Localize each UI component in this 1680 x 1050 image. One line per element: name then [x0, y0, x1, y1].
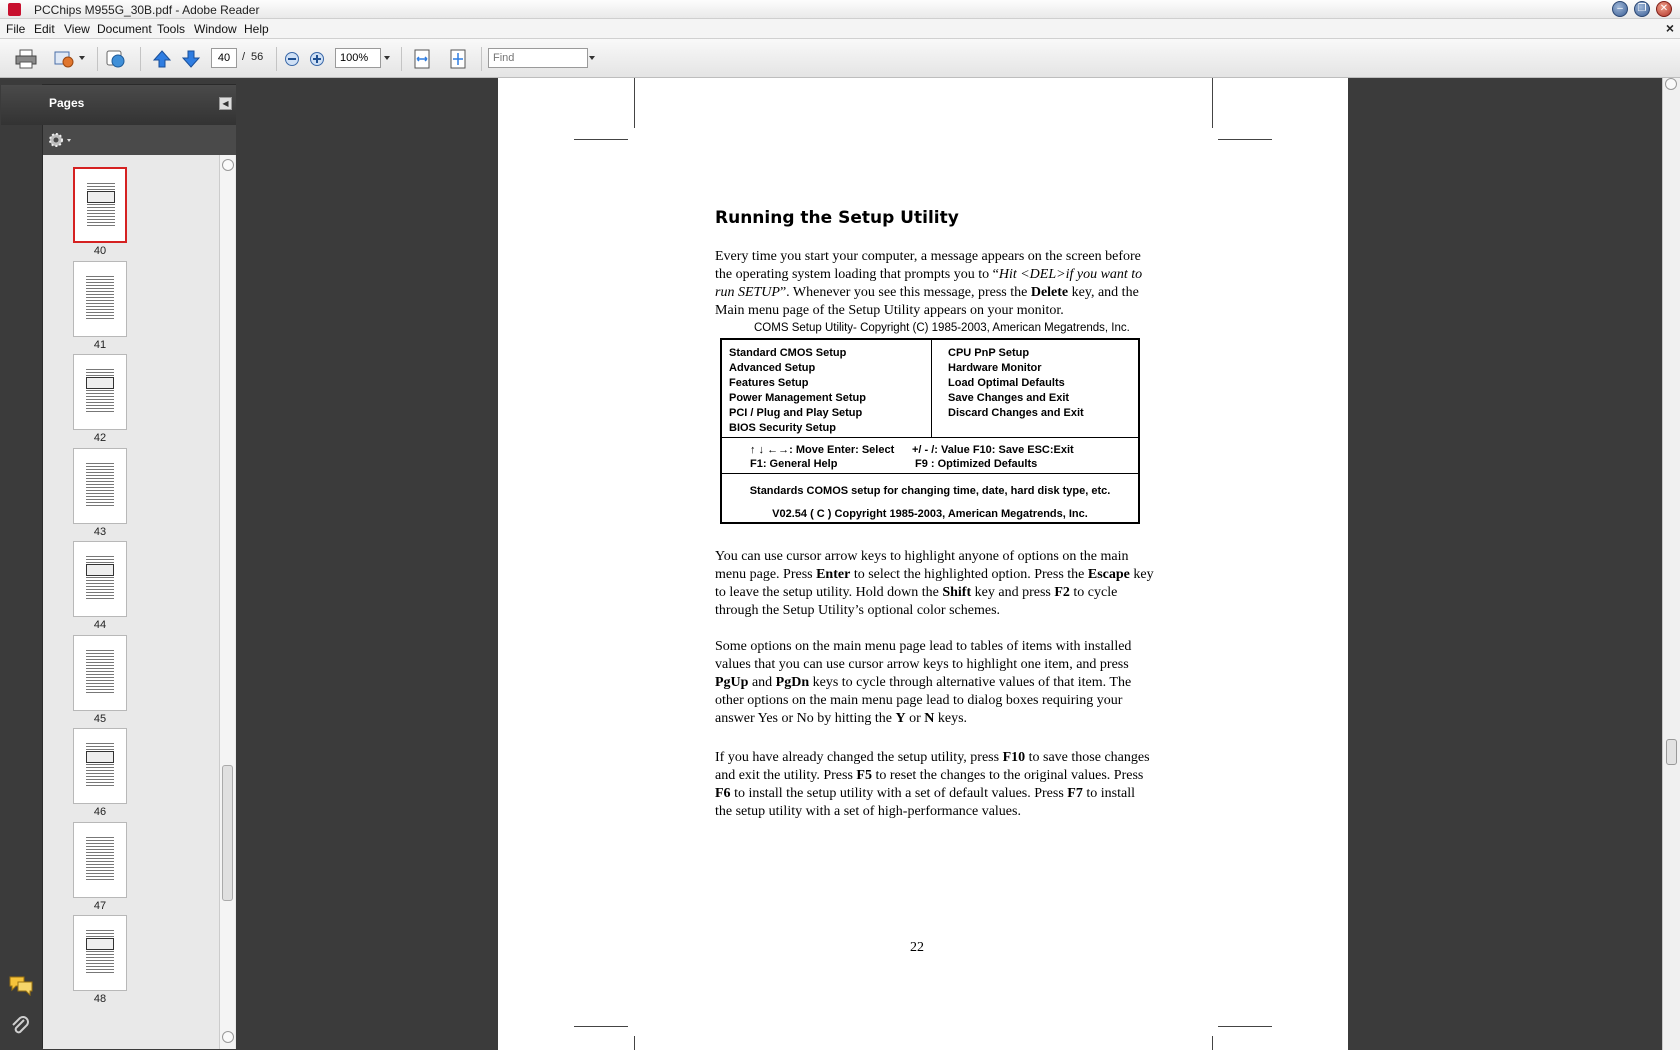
zoom-in-icon — [309, 51, 325, 67]
bios-item: Load Optimal Defaults — [948, 377, 1065, 389]
thumbnail-preview — [86, 463, 114, 507]
zoom-out-icon — [284, 51, 300, 67]
attachments-icon[interactable] — [8, 1014, 32, 1038]
thumbnail-preview — [86, 377, 114, 389]
thumbnail-preview — [86, 751, 114, 763]
document-scroll-thumb[interactable] — [1666, 739, 1677, 765]
minimize-button[interactable]: – — [1612, 1, 1628, 17]
restore-button[interactable]: ❐ — [1634, 1, 1650, 17]
envelope-icon — [53, 49, 75, 69]
window-title: PCChips M955G_30B.pdf - Adobe Reader — [34, 3, 260, 17]
thumbnail-page-label: 45 — [93, 712, 107, 725]
fit-width-icon — [413, 49, 431, 69]
toolbar-separator — [481, 47, 482, 71]
document-scrollbar[interactable] — [1662, 78, 1680, 1050]
collapse-panel-button[interactable]: ◀ — [219, 97, 232, 110]
close-window-button[interactable]: ✕ — [1656, 1, 1672, 17]
menu-tools[interactable]: Tools — [157, 22, 186, 36]
fit-page-icon — [449, 49, 467, 69]
page-thumbnail[interactable] — [73, 728, 127, 804]
paragraph-save-keys: If you have already changed the setup utility, press F10 to save those changes and exit the utility. Press F5 to reset the changes to the original values. Press F6 to install the setup utility with a set of default values. Press F7 to install the setup utility with a set of high-performance values. — [715, 750, 1150, 819]
thumbnail-page-label: 41 — [93, 338, 107, 351]
crop-mark — [1218, 1026, 1272, 1027]
bios-item: BIOS Security Setup — [729, 422, 836, 434]
scroll-down-button[interactable] — [222, 1031, 234, 1043]
bios-item-highlighted: Standard CMOS Setup — [729, 347, 847, 359]
thumbnail-preview — [86, 369, 114, 413]
bios-keys-defaults: F9 : Optimized Defaults — [915, 458, 1038, 470]
menu-window[interactable]: Window — [194, 22, 237, 36]
crop-mark — [634, 78, 635, 128]
toolbar-separator — [276, 47, 277, 71]
email-button[interactable] — [52, 47, 76, 71]
thumbnail-list — [43, 155, 237, 1049]
scroll-up-button[interactable] — [1665, 78, 1677, 90]
bios-keys-help: F1: General Help — [750, 458, 838, 470]
bios-column-divider — [931, 340, 932, 437]
printer-icon — [15, 49, 37, 69]
crop-mark — [574, 1026, 628, 1027]
thumbnail-page-label: 44 — [93, 619, 107, 631]
print-button[interactable] — [14, 47, 38, 71]
bios-item: Features Setup — [729, 377, 809, 389]
crop-mark — [574, 139, 628, 140]
bios-left-items — [729, 347, 866, 434]
bios-item: PCI / Plug and Play Setup — [729, 407, 863, 419]
menu-document[interactable]: Document — [97, 22, 152, 36]
thumbnail-preview — [86, 276, 114, 320]
email-dropdown-arrow[interactable] — [79, 56, 85, 60]
bios-screen-figure — [720, 338, 1140, 524]
page-thumbnail[interactable] — [73, 822, 127, 898]
next-page-button[interactable] — [179, 47, 203, 71]
bios-keys-move: ↑ ↓ ←→: Move Enter: Select — [750, 444, 895, 456]
thumbnail-page-label: 40 — [93, 245, 107, 257]
fit-page-button[interactable] — [446, 47, 470, 71]
zoom-dropdown-arrow[interactable] — [384, 56, 390, 60]
bios-item: Save Changes and Exit — [948, 392, 1070, 404]
bios-item: Advanced Setup — [729, 362, 816, 374]
bios-divider — [722, 473, 1138, 474]
find-dropdown-arrow[interactable] — [589, 56, 595, 60]
close-document-icon[interactable]: × — [1665, 20, 1674, 36]
menu-edit[interactable]: Edit — [34, 22, 55, 36]
page-thumbnail[interactable] — [73, 635, 127, 711]
page-total: 56 — [251, 51, 264, 63]
thumbnail-preview — [86, 743, 114, 787]
page-thumbnail[interactable] — [73, 354, 127, 430]
thumbnail-page-label: 47 — [93, 899, 107, 912]
thumbnail-preview — [86, 930, 114, 974]
page-thumbnail[interactable] — [73, 167, 127, 243]
pages-panel-header — [1, 85, 237, 125]
pdf-page — [498, 78, 1348, 1050]
title-bar — [0, 0, 1680, 19]
page-thumbnail[interactable] — [73, 261, 127, 337]
page-thumbnail[interactable] — [73, 448, 127, 524]
crop-mark — [1212, 1036, 1213, 1050]
crop-mark — [634, 1036, 635, 1050]
comments-icon[interactable] — [8, 974, 34, 996]
paragraph-navigation: You can use cursor arrow keys to highlight anyone of options on the main menu page. Press Enter to select the highlighted option. Press the Escape key to leave the setup utility. Hold down the Shift key and press F2 to cycle through the Setup Utility’s optional color schemes. — [715, 549, 1154, 618]
thumbnail-preview — [86, 650, 114, 694]
bios-item: CPU PnP Setup — [948, 347, 1030, 359]
gear-icon[interactable] — [47, 131, 75, 149]
page-separator: / — [242, 51, 246, 63]
pages-panel-title: Pages — [49, 96, 85, 110]
menu-view[interactable]: View — [64, 22, 90, 36]
menu-file[interactable]: File — [6, 22, 26, 36]
panel-options-bar — [43, 125, 237, 155]
thumbnail-scroll-thumb[interactable] — [222, 765, 233, 901]
bios-version: V02.54 ( C ) Copyright 1985-2003, American Megatrends, Inc. — [772, 508, 1088, 520]
bios-item: Power Management Setup — [729, 392, 866, 404]
page-thumbnail[interactable] — [73, 915, 127, 991]
bios-item: Hardware Monitor — [948, 362, 1042, 374]
review-share-icon — [105, 49, 127, 69]
zoom-level-input[interactable] — [335, 48, 381, 68]
thumbnail-preview — [87, 191, 115, 203]
thumbnail-preview — [86, 837, 114, 881]
page-number: 22 — [910, 940, 924, 955]
crop-mark — [1212, 78, 1213, 128]
paragraph-intro: Every time you start your computer, a message appears on the screen before the operating system loading that prompts you to “Hit <DEL>if you want to run SETUP”. Whenever you see this message, press the Delete key, and the Main menu page of the Setup Utility appears on your monitor. — [715, 249, 1143, 318]
arrow-up-icon — [152, 49, 172, 69]
toolbar — [0, 39, 1680, 78]
menu-help[interactable]: Help — [244, 22, 269, 36]
fit-width-button[interactable] — [410, 47, 434, 71]
navigation-rail — [0, 78, 42, 1050]
document-viewport — [242, 78, 1662, 1050]
pages-panel — [42, 84, 236, 1048]
paragraph-options: Some options on the main menu page lead to tables of items with installed values that you can use cursor arrow keys to highlight one item, and press PgUp and PgDn keys to cycle through alternative values of that item. The other options on the main menu page lead to dialog boxes requiring your answer Yes or No by hitting the Y or N keys. — [715, 639, 1132, 726]
find-input[interactable] — [488, 48, 588, 68]
zoom-out-button[interactable] — [280, 47, 304, 71]
page-number-input[interactable] — [211, 48, 237, 68]
toolbar-separator — [97, 47, 98, 71]
thumbnail-preview — [86, 938, 114, 950]
scroll-up-button[interactable] — [222, 159, 234, 171]
toolbar-separator — [401, 47, 402, 71]
bios-caption: COMS Setup Utility- Copyright (C) 1985-2003, American Megatrends, Inc. — [754, 322, 1130, 334]
page-heading: Running the Setup Utility — [715, 208, 959, 228]
menu-bar — [0, 19, 1680, 39]
thumbnail-preview — [86, 564, 114, 576]
collaborate-button[interactable] — [104, 47, 128, 71]
adobe-reader-icon — [8, 3, 21, 16]
thumbnail-page-label: 46 — [93, 806, 107, 818]
thumbnail-scrollbar[interactable] — [219, 155, 235, 1049]
zoom-in-button[interactable] — [305, 47, 329, 71]
bios-right-items — [948, 347, 1084, 419]
thumbnail-page-label: 43 — [93, 525, 107, 538]
bios-keys-value: +/ - /: Value F10: Save ESC:Exit — [912, 444, 1074, 456]
toolbar-separator — [140, 47, 141, 71]
bios-divider — [722, 437, 1138, 438]
bios-item: Discard Changes and Exit — [948, 407, 1084, 419]
thumbnail-preview — [87, 183, 115, 227]
arrow-down-icon — [181, 49, 201, 69]
thumbnail-page-label: 42 — [93, 432, 107, 444]
thumbnail-preview — [86, 556, 114, 600]
thumbnail-page-label: 48 — [93, 993, 107, 1005]
crop-mark — [1218, 139, 1272, 140]
previous-page-button[interactable] — [150, 47, 174, 71]
page-thumbnail[interactable] — [73, 541, 127, 617]
bios-description: Standards COMOS setup for changing time, date, hard disk type, etc. — [749, 485, 1111, 497]
